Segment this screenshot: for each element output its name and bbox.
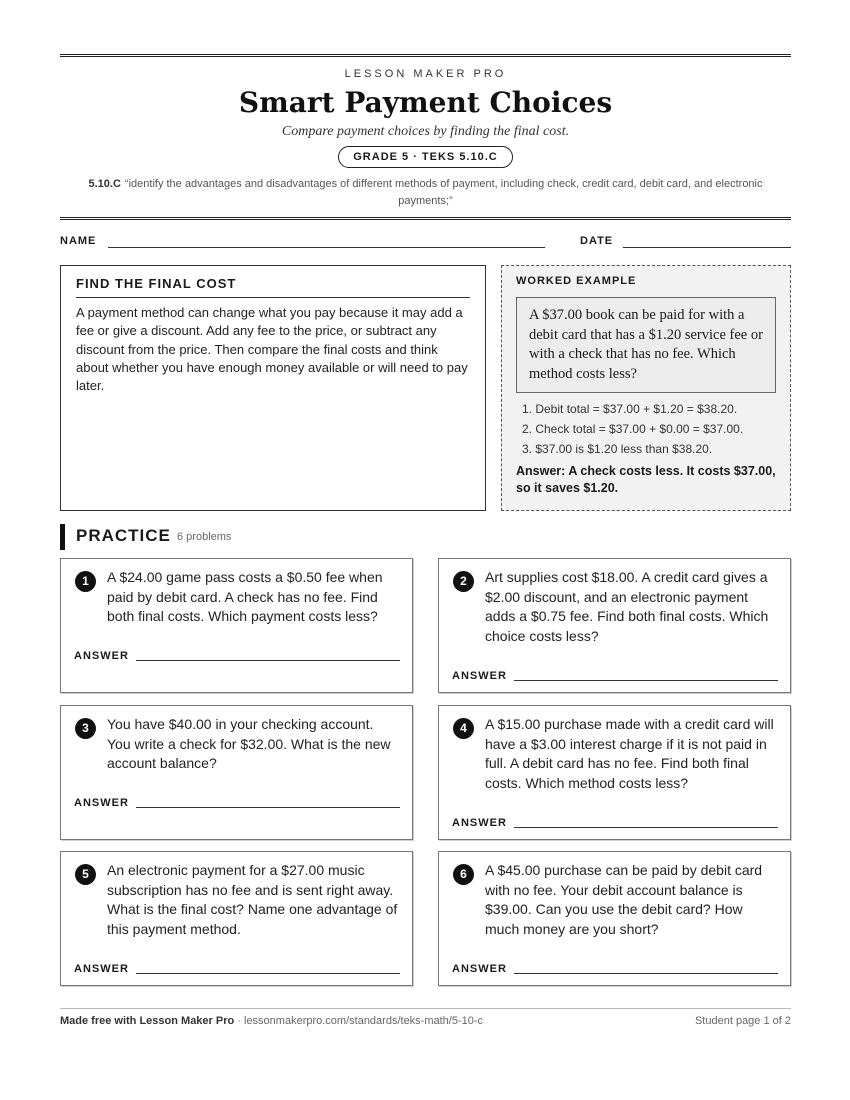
- footer-url[interactable]: · lessonmakerpro.com/standards/teks-math/5-10-c: [234, 1015, 484, 1027]
- problem-card: [438, 705, 791, 840]
- answer-field[interactable]: [514, 827, 778, 828]
- problem-number: 3: [75, 718, 96, 739]
- worksheet-header: [60, 57, 791, 210]
- worked-example-problem: A $37.00 book can be paid for with a debit card that has a $1.20 service fee or with a check that has no fee. Which method costs less?: [516, 297, 776, 393]
- worked-example-step: 3. $37.00 is $1.20 less than $38.20.: [522, 442, 713, 456]
- problem-text: You have $40.00 in your checking account. You write a check for $32.00. What is the new account balance?: [107, 716, 391, 771]
- answer-field[interactable]: [136, 807, 400, 808]
- practice-heading: [60, 524, 791, 550]
- page-subtitle: Compare payment choices by finding the final cost.: [281, 124, 570, 139]
- worked-example-steps: [516, 399, 776, 459]
- worked-example-step: 1. Debit total = $37.00 + $1.20 = $38.20.: [522, 402, 738, 416]
- answer-field[interactable]: [136, 660, 400, 661]
- problem-number: 4: [453, 718, 474, 739]
- name-date-row: [60, 232, 791, 252]
- footer-page-number: Student page 1 of 2: [694, 1015, 791, 1027]
- footer-made-with: Made free with Lesson Maker Pro: [60, 1015, 235, 1027]
- problem-card: [60, 705, 413, 840]
- problem-number: 5: [75, 864, 96, 885]
- name-field[interactable]: [108, 247, 545, 248]
- worked-example-answer: Answer: A check costs less. It costs $37.00, so it saves $1.20.: [516, 464, 776, 495]
- problem-card: [438, 558, 791, 693]
- problem-text: Art supplies cost $18.00. A credit card gives a $2.00 discount, and an electronic payment adds a $0.75 fee. Find both final costs. Which choice costs less?: [485, 569, 769, 644]
- brand-name: LESSON MAKER PRO: [344, 68, 507, 80]
- answer-field[interactable]: [514, 973, 778, 974]
- concept-text: A payment method can change what you pay because it may add a fee or give a discount. Add any fee to the price, or subtract any discount from the price. Then compare the final costs and think about whether you have enough money available or will need to pay later.: [76, 305, 468, 394]
- standard-description: [60, 176, 791, 210]
- answer-field[interactable]: [136, 973, 400, 974]
- practice-accent-bar: [60, 524, 65, 550]
- problem-number: 2: [453, 571, 474, 592]
- problem-text: A $45.00 purchase can be paid by debit card with no fee. Your debit account balance is $39.00. Can you use the debit card? How much money are you short?: [485, 862, 763, 937]
- worked-example-step: 2. Check total = $37.00 + $0.00 = $37.00.: [522, 422, 744, 436]
- answer-label: ANSWER: [452, 817, 507, 829]
- answer-field[interactable]: [514, 680, 778, 681]
- problem-text: An electronic payment for a $27.00 music subscription has no fee and is sent right away. What is the final cost? Name one advantage of this payment method.: [107, 862, 398, 937]
- worked-example-title: WORKED EXAMPLE: [516, 275, 637, 287]
- concept-title: FIND THE FINAL COST: [76, 276, 470, 298]
- problem-text: A $24.00 game pass costs a $0.50 fee when paid by debit card. A check has no fee. Find both final costs. Which payment costs less?: [107, 569, 383, 624]
- problem-text: A $15.00 purchase made with a credit card will have a $3.00 interest charge if it is not paid in full. A debit card has no fee. Find both final costs. Which method costs less?: [485, 716, 774, 791]
- header-bottom-rule: [60, 217, 791, 220]
- standard-code: 5.10.C: [88, 178, 121, 190]
- practice-count: 6 problems: [177, 531, 232, 543]
- page-footer: [60, 1008, 791, 1028]
- concept-box: [60, 265, 486, 511]
- worksheet-page: [60, 54, 791, 975]
- answer-label: ANSWER: [74, 650, 129, 662]
- answer-label: ANSWER: [74, 797, 129, 809]
- problem-card: [438, 851, 791, 986]
- answer-label: ANSWER: [452, 670, 507, 682]
- grade-badge: GRADE 5 · TEKS 5.10.C: [338, 146, 512, 168]
- standard-text: “identify the advantages and disadvantages of different methods of payment, including check, credit card, debit card, and electronic payments;”: [124, 178, 763, 207]
- answer-label: ANSWER: [452, 963, 507, 975]
- page-title: Smart Payment Choices: [238, 86, 613, 119]
- problem-number: 6: [453, 864, 474, 885]
- practice-title: PRACTICE: [76, 526, 171, 545]
- problem-number: 1: [75, 571, 96, 592]
- date-field[interactable]: [623, 247, 791, 248]
- answer-label: ANSWER: [74, 963, 129, 975]
- name-label: NAME: [60, 235, 97, 247]
- worked-example-box: [501, 265, 791, 511]
- date-label: DATE: [580, 235, 614, 247]
- problem-card: [60, 558, 413, 693]
- problem-card: [60, 851, 413, 986]
